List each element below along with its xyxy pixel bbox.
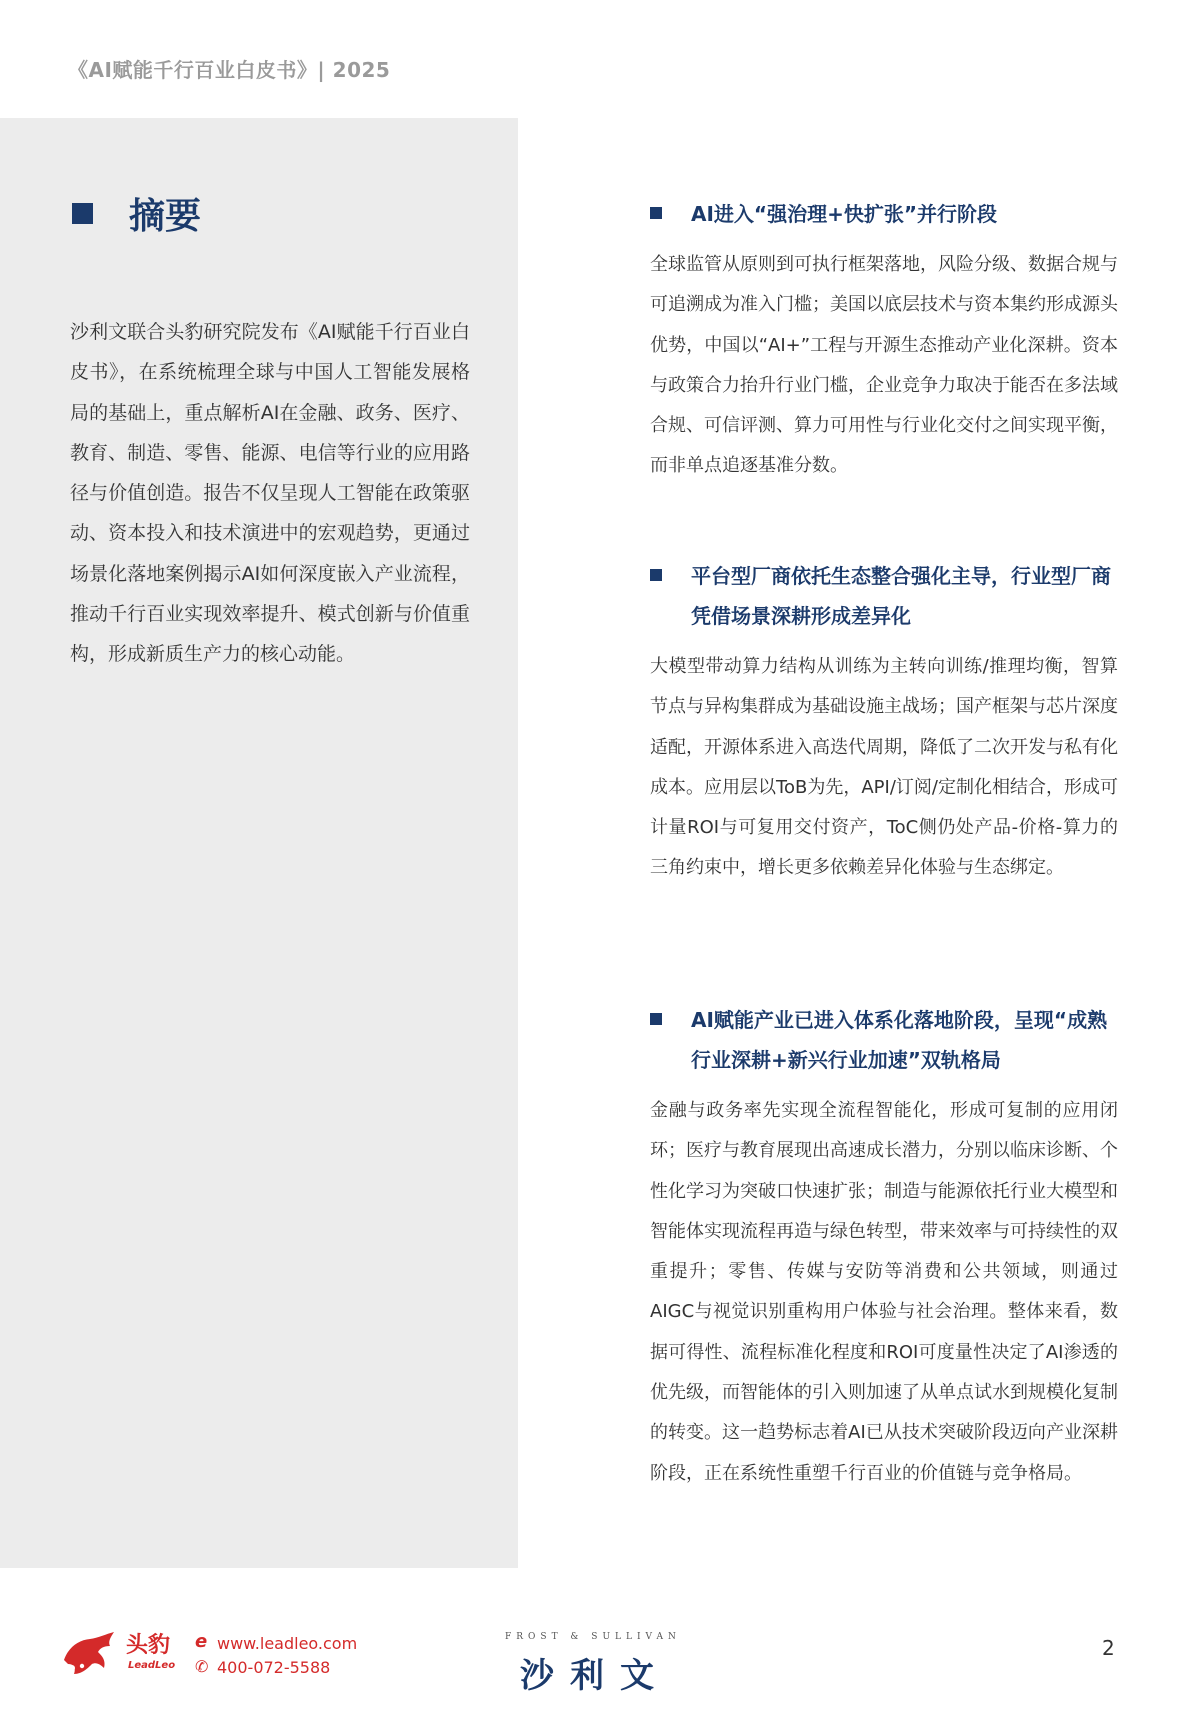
section-industry-adoption: [650, 1000, 1118, 1494]
section-governance: [650, 194, 1118, 487]
leadleo-brand-cn: 头豹: [126, 1633, 171, 1658]
summary-title: 摘要: [129, 196, 202, 237]
section-platform-vendors: [650, 556, 1118, 889]
square-bullet-icon: [72, 203, 93, 224]
frost-sullivan-logo-en: FROST & SULLIVAN: [505, 1632, 681, 1642]
section-body: 金融与政务率先实现全流程智能化，形成可复制的应用闭环；医疗与教育展现出高速成长潜力，分别以临床诊断、个性化学习为突破口快速扩张；制造与能源依托行业大模型和智能体实现流程再造与绿色转型，带来效率与可持续性的双重提升；零售、传媒与安防等消费和公共领域，则通过AIGC与视觉识别重构用户体验与社会治理。整体来看，数据可得性、流程标准化程度和ROI可度量性决定了AI渗透的优先级，而智能体的引入则加速了从单点试水到规模化复制的转变。这一趋势标志着AI已从技术突破阶段迈向产业深耕阶段，正在系统性重塑千行百业的价值链与竞争格局。: [650, 1100, 1118, 1484]
leopard-logo-icon: [60, 1630, 118, 1676]
section-body: 全球监管从原则到可执行框架落地，风险分级、数据合规与可追溯成为准入门槛；美国以底层技术与资本集约形成源头优势，中国以“AI+”工程与开源生态推动产业化深耕。资本与政策合力抬升行业门槛，企业竞争力取决于能否在多法域合规、可信评测、算力可用性与行业化交付之间实现平衡，而非单点追逐基准分数。: [650, 254, 1118, 477]
phone-number: 400-072-5588: [217, 1658, 331, 1677]
page-number: 2: [1102, 1636, 1115, 1660]
summary-body: 沙利文联合头豹研究院发布《AI赋能千行百业白皮书》，在系统梳理全球与中国人工智能发展格局的基础上，重点解析AI在金融、政务、医疗、教育、制造、零售、能源、电信等行业的应用路径与价值创造。报告不仅呈现人工智能在政策驱动、资本投入和技术演进中的宏观趋势，更通过场景化落地案例揭示AI如何深度嵌入产业流程，推动千行百业实现效率提升、模式创新与价值重构，形成新质生产力的核心动能。: [70, 321, 470, 666]
section-title: AI进入“强治理+快扩张”并行阶段: [691, 202, 997, 226]
section-title: AI赋能产业已进入体系化落地阶段，呈现“成熟行业深耕+新兴行业加速”双轨格局: [691, 1008, 1108, 1072]
leadleo-brand-en: LeadLeo: [128, 1660, 176, 1671]
phone-icon: ✆: [195, 1657, 209, 1676]
section-body: 大模型带动算力结构从训练为主转向训练/推理均衡，智算节点与异构集群成为基础设施主战场；国产框架与芯片深度适配，开源体系进入高迭代周期，降低了二次开发与私有化成本。应用层以ToB为先，API/订阅/定制化相结合，形成可计量ROI与可复用交付资产，ToC侧仍处产品-价格-算力的三角约束中，增长更多依赖差异化体验与生态绑定。: [650, 656, 1118, 879]
square-bullet-icon: [650, 1013, 662, 1025]
section-title: 平台型厂商依托生态整合强化主导，行业型厂商凭借场景深耕形成差异化: [691, 564, 1111, 628]
footer: [0, 1620, 1200, 1720]
frost-sullivan-logo-cn: 沙利文: [520, 1656, 670, 1696]
web-icon: e: [195, 1631, 208, 1652]
section-heading: [650, 1000, 1118, 1080]
section-heading: [650, 556, 1118, 636]
square-bullet-icon: [650, 569, 662, 581]
section-heading: [650, 194, 1118, 234]
website-link[interactable]: www.leadleo.com: [217, 1634, 358, 1653]
square-bullet-icon: [650, 207, 662, 219]
header-title: 《AI赋能千行百业白皮书》| 2025: [68, 58, 391, 82]
summary-heading: [72, 188, 201, 239]
